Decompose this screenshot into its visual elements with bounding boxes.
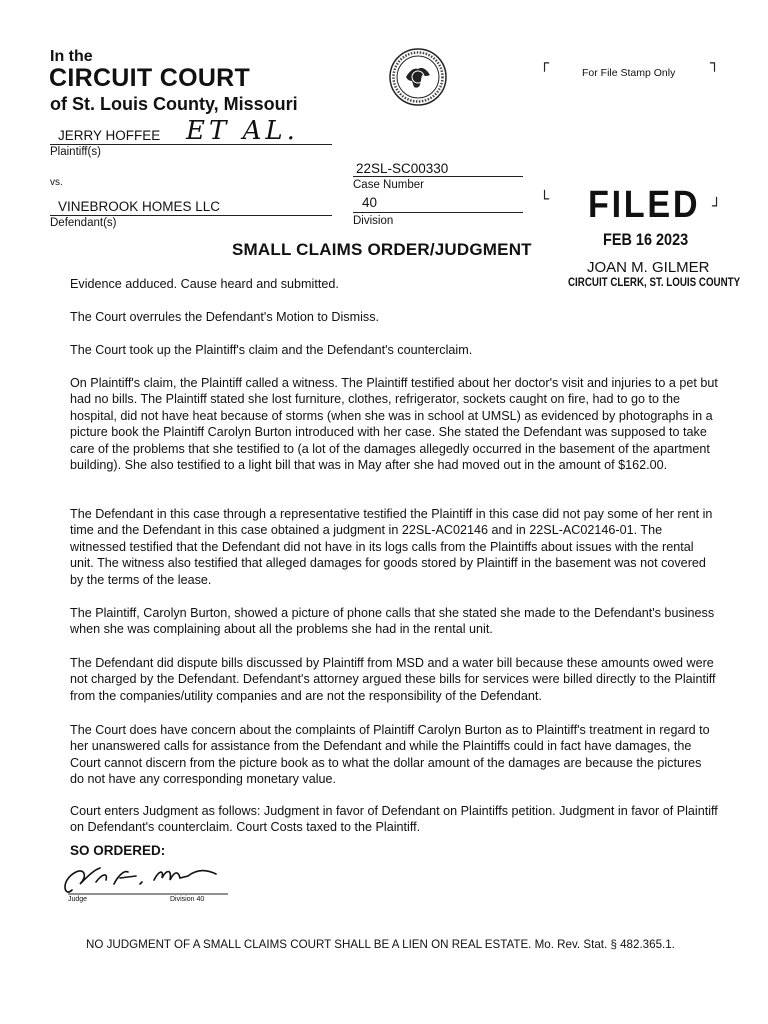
clerk-title: CIRCUIT CLERK, ST. LOUIS COUNTY: [568, 277, 741, 289]
court-county: of St. Louis County, Missouri: [50, 94, 298, 114]
stamp-corner-bottom-left: └: [540, 190, 550, 208]
stamp-corner-top-right: ┐: [710, 54, 720, 72]
signature-division-label: Division 40: [170, 896, 205, 903]
case-number-underline: [353, 176, 523, 177]
court-seal: [388, 47, 448, 112]
defendant-label: Defendant(s): [50, 217, 117, 229]
paragraph-evidence: Evidence adduced. Cause heard and submitted.: [70, 277, 339, 291]
plaintiff-handwritten-note: ET AL.: [186, 116, 299, 146]
plaintiff-label: Plaintiff(s): [50, 146, 101, 158]
paragraph-phone-calls: The Plaintiff, Carolyn Burton, showed a picture of phone calls that she stated she made to the Defendant's business when she was complaining about all the problems she had in the rental unit.: [70, 606, 715, 637]
paragraph-disputed-bills: The Defendant did dispute bills discussed by Plaintiff from MSD and a water bill because these amounts owed were not charged by the Defendant. Defendant's attorney argued these bills for services were billed directly to the Plaintiff from the companies/utility companies and are not the responsibility of the Defendant.: [70, 656, 716, 703]
plaintiff-name: JERRY HOFFEE: [58, 128, 161, 143]
court-prefix: In the: [50, 48, 93, 65]
so-ordered-label: SO ORDERED:: [70, 843, 166, 858]
paragraph-claims: The Court took up the Plaintiff's claim and the Defendant's counterclaim.: [70, 343, 473, 357]
division-number: 40: [362, 195, 378, 210]
division-label: Division: [353, 215, 394, 227]
lien-notice-footer: NO JUDGMENT OF A SMALL CLAIMS COURT SHALL BE A LIEN ON REAL ESTATE. Mo. Rev. Stat. § 482.365.1.: [86, 938, 675, 951]
paragraph-court-concern: The Court does have concern about the complaints of Plaintiff Carolyn Burton as to Plaintiff's treatment in regard to her unanswered calls for assistance from the Defendant and while the Plaintiffs could in fact have damages, the Court cannot discern from the picture book as to what the dollar amount of the damages are because the pictures do not have any corresponding monetary value.: [70, 723, 710, 787]
defendant-underline: [50, 215, 332, 216]
clerk-name: JOAN M. GILMER: [587, 259, 710, 276]
file-stamp-label: For File Stamp Only: [582, 67, 676, 79]
defendant-name: VINEBROOK HOMES LLC: [58, 199, 221, 214]
stamp-corner-top-left: ┌: [540, 54, 550, 72]
plaintiff-underline: [50, 144, 332, 145]
stamp-corner-bottom-right: ┘: [712, 197, 722, 215]
paragraph-motion: The Court overrules the Defendant's Motion to Dismiss.: [70, 310, 379, 324]
case-number: 22SL-SC00330: [356, 161, 449, 176]
court-name: CIRCUIT COURT: [49, 64, 251, 92]
case-number-label: Case Number: [353, 179, 424, 191]
paragraph-plaintiff-claim: On Plaintiff's claim, the Plaintiff called a witness. The Plaintiff testified about her doctor's visit and injuries to a pet but had no bills. The Plaintiff stated she lost furniture, clothes, refrigerator, sockets caught on fire, had to go to the hospital, did not have heat because of storms (when she was in school at UMSL) as evidenced by photographs in a picture book the Plaintiff Carolyn Burton introduced with her case. She stated the Defendant was supposed to take care of the problems that she testified to (a lot of the damages allegedly occurred in the basement of the apartment building). She also testified to a light bill that was in May after she had moved out in the amount of $162.00.: [70, 376, 718, 473]
filed-stamp: FILED: [588, 184, 701, 226]
division-underline: [353, 212, 523, 213]
paragraph-judgment: Court enters Judgment as follows: Judgment in favor of Defendant on Plaintiffs petition. Judgment in favor of Plaintiff on Defendant's counterclaim. Court Costs taxed to the Plaintiff.: [70, 804, 718, 835]
document-title: SMALL CLAIMS ORDER/JUDGMENT: [232, 240, 532, 259]
versus-label: vs.: [50, 177, 63, 188]
filed-date: FEB 16 2023: [603, 230, 689, 249]
judge-label: Judge: [68, 896, 88, 903]
paragraph-defendant-testimony: The Defendant in this case through a representative testified the Plaintiff in this case did not pay some of her rent in time and the Defendant in this case obtained a judgment in 22SL-AC02146 and in 22SL-AC02146-01. The witnessed testified that the Defendant did not have in its logs calls from the Plaintiffs about issues with the rental unit. The witness also testified that alleged damages for goods stored by Plaintiff in the basement was not covered by the terms of the lease.: [70, 507, 713, 587]
